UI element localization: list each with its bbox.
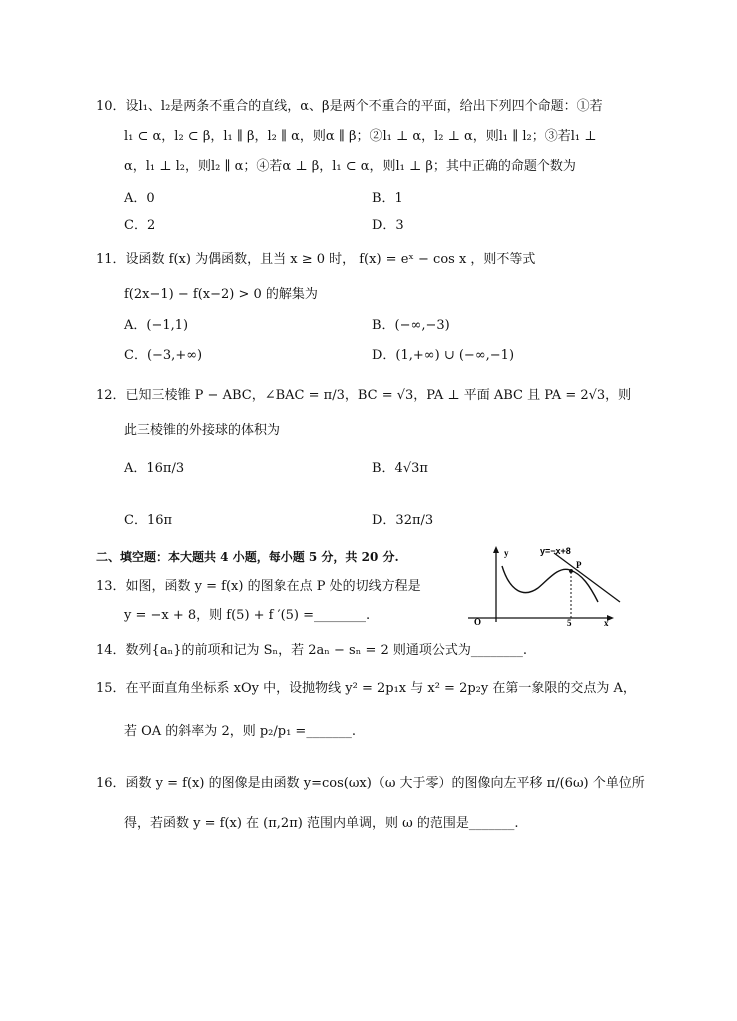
x-axis-label: x (604, 618, 609, 626)
q15-line-1: 15．在平面直角坐标系 xOy 中，设抛物线 y² = 2p₁x 与 x² = 2p₂y 在第一象限的交点为 A， (96, 681, 636, 696)
q16-line-2: 得，若函数 y = f(x) 在 (π,2π) 范围内单调，则 ω 的范围是_______. (124, 816, 519, 831)
q12-option-d: D．32π/3 (372, 513, 434, 528)
y-axis-label: y (504, 548, 509, 558)
q10-option-c: C．2 (124, 218, 156, 233)
origin-label: O (474, 617, 482, 626)
tick-5-label: 5 (567, 618, 572, 626)
q12-option-b: B．4√3π (372, 461, 428, 476)
point-p-label: P (576, 560, 582, 570)
section-2-heading: 二、填空题：本大题共 4 小题，每小题 5 分，共 20 分. (96, 550, 399, 564)
q10-line-2: l₁ ⊂ α，l₂ ⊂ β，l₁ ∥ β，l₂ ∥ α，则α ∥ β；②l₁ ⊥ α，l₂ ⊥ α，则l₁ ∥ l₂；③若l₁ ⊥ (124, 129, 597, 144)
q13-line-1: 13．如图，函数 y = f(x) 的图象在点 P 处的切线方程是 (96, 579, 421, 594)
q12-line-2: 此三棱锥的外接球的体积为 (124, 423, 281, 438)
q12-option-c: C．16π (124, 513, 173, 528)
q10-line-1: 10．设l₁、l₂是两条不重合的直线，α、β是两个不重合的平面，给出下列四个命题：①若 (96, 99, 603, 114)
q11-line-1: 11．设函数 f(x) 为偶函数，且当 x ≥ 0 时， f(x) = eˣ − cos x ，则不等式 (96, 252, 536, 267)
tangent-line-figure (458, 544, 622, 626)
q16-line-1: 16．函数 y = f(x) 的图像是由函数 y=cos(ωx)（ω 大于零）的图像向左平移 π/(6ω) 个单位所 (96, 776, 645, 791)
q12-line-1: 12．已知三棱锥 P − ABC，∠BAC = π/3，BC = √3，PA ⊥ 平面 ABC 且 PA = 2√3，则 (96, 388, 632, 403)
y-axis-arrow (493, 546, 499, 553)
q11-option-b: B．(−∞,−3) (372, 318, 450, 333)
q11-option-c: C．(−3,+∞) (124, 348, 203, 363)
q10-option-b: B．1 (372, 191, 403, 206)
q11-line-2: f(2x−1) − f(x−2) > 0 的解集为 (124, 287, 318, 302)
q13-line-2: y = −x + 8，则 f(5) + f ′(5) =________. (124, 608, 371, 623)
function-curve (502, 566, 598, 602)
q10-line-3: α，l₁ ⊥ l₂，则l₂ ∥ α；④若α ⊥ β，l₁ ⊂ α，则l₁ ⊥ β；其中正确的命题个数为 (124, 159, 576, 174)
q10-option-d: D．3 (372, 218, 404, 233)
q11-option-a: A．(−1,1) (124, 318, 189, 333)
q14-line: 14．数列{aₙ}的前项和记为 Sₙ，若 2aₙ − sₙ = 2 则通项公式为________. (96, 643, 528, 658)
q15-line-2: 若 OA 的斜率为 2，则 p₂/p₁ =_______. (124, 724, 356, 739)
q10-option-a: A．0 (124, 191, 155, 206)
q12-option-a: A．16π/3 (124, 461, 185, 476)
tangent-equation-label: y=−x+8 (540, 546, 571, 556)
q11-option-d: D．(1,+∞) ∪ (−∞,−1) (372, 348, 515, 363)
tangent-line (554, 553, 620, 602)
